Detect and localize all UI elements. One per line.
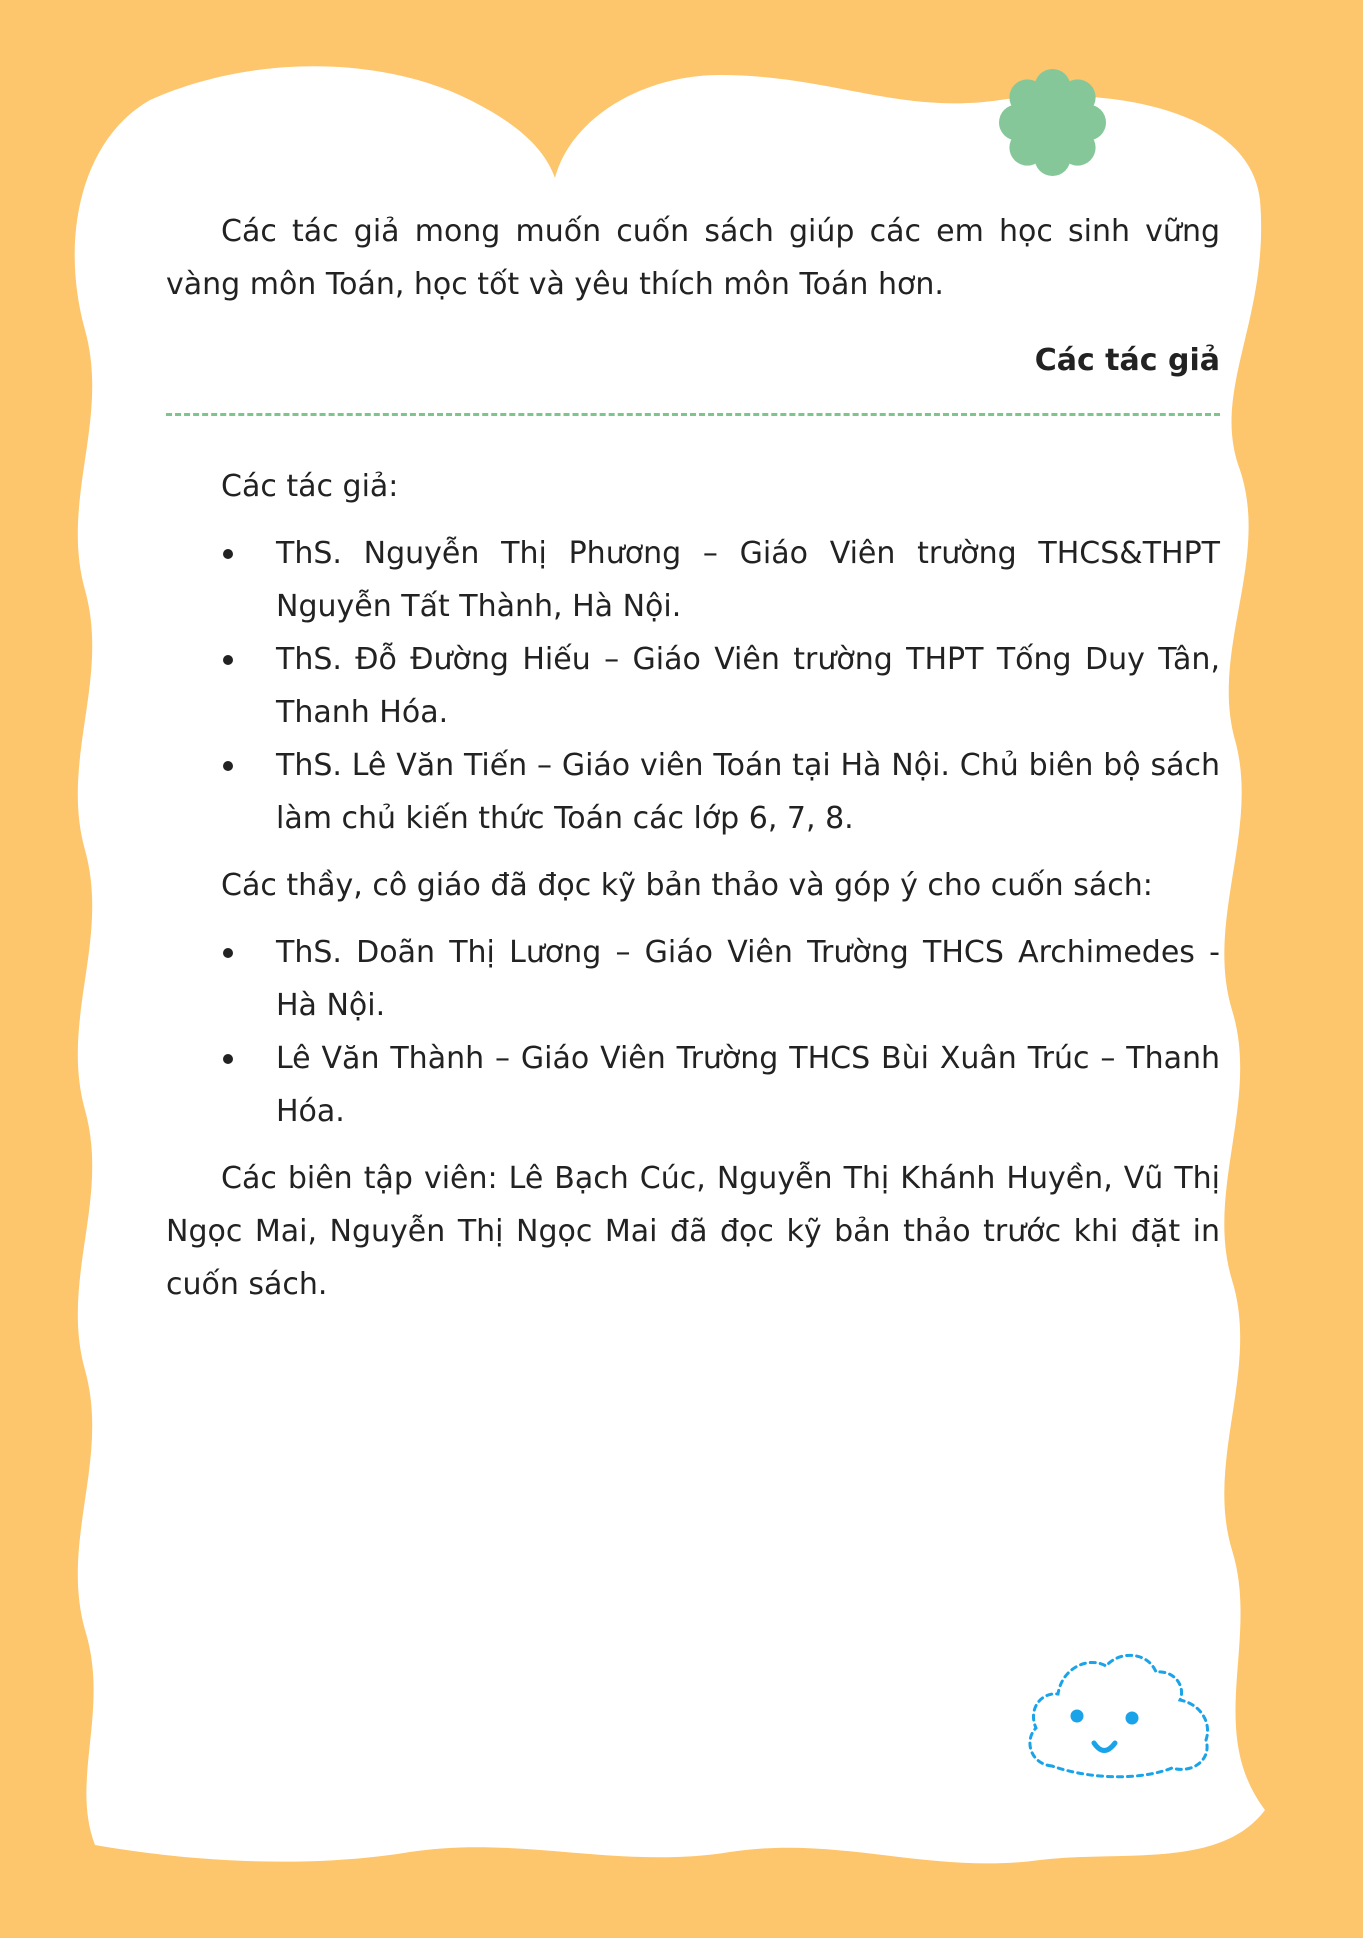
list-item: ThS. Doãn Thị Lương – Giáo Viên Trường THCS Archimedes - Hà Nội. [166,926,1220,1032]
signature: Các tác giả [1034,343,1220,378]
authors-heading: Các tác giả: [221,469,399,504]
list-item: ThS. Nguyễn Thị Phương – Giáo Viên trường THCS&THPT Nguyễn Tất Thành, Hà Nội. [166,527,1220,633]
smiling-cloud-icon [1022,1648,1215,1783]
list-item: ThS. Lê Văn Tiến – Giáo viên Toán tại Hà Nội. Chủ biên bộ sách làm chủ kiến thức Toán các lớp 6, 7, 8. [166,739,1220,845]
bullet-icon [223,948,233,958]
bullet-icon [223,549,233,559]
editors-paragraph: Các biên tập viên: Lê Bạch Cúc, Nguyễn Thị Khánh Huyền, Vũ Thị Ngọc Mai, Nguyễn Thị Ngọc Mai đã đọc kỹ bản thảo trước khi đặt in cuốn sách. [166,1161,1220,1302]
authors-list [166,527,1220,845]
bullet-icon [223,655,233,665]
reviewers-heading: Các thầy, cô giáo đã đọc kỹ bản thảo và góp ý cho cuốn sách: [221,868,1153,903]
page-content [166,205,1220,1311]
reviewers-list [166,926,1220,1138]
list-item: Lê Văn Thành – Giáo Viên Trường THCS Bùi Xuân Trúc – Thanh Hóa. [166,1032,1220,1138]
bullet-icon [223,761,233,771]
dashed-divider [166,413,1220,416]
bullet-icon [223,1054,233,1064]
list-item: ThS. Đỗ Đường Hiếu – Giáo Viên trường THPT Tống Duy Tân, Thanh Hóa. [166,633,1220,739]
flower-icon [995,65,1110,180]
intro-paragraph: Các tác giả mong muốn cuốn sách giúp các em học sinh vững vàng môn Toán, học tốt và yêu thích môn Toán hơn. [166,214,1220,302]
